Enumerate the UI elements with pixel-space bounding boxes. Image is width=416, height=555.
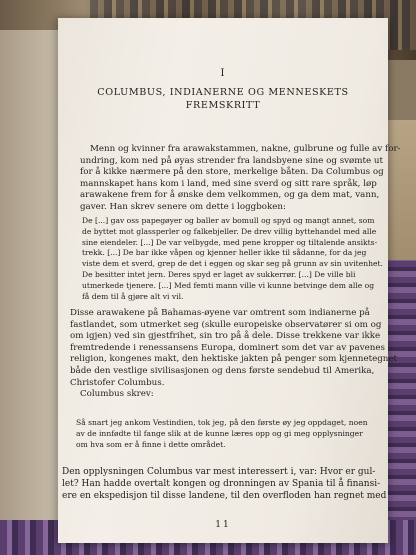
- chapter-title: [88, 86, 358, 112]
- text-line: undring, kom ned på øyas strender fra landsbyene sine og svømte ut: [80, 155, 384, 166]
- paragraph-3: [62, 466, 387, 503]
- quote-line: viste dem et sverd, grep de det i eggen og skar seg på grunn av sin uvitenhet.: [82, 259, 383, 269]
- chapter-title-line: FREMSKRITT: [185, 100, 261, 111]
- page-number: 11: [215, 520, 231, 530]
- text-line: let? Han hadde overtalt kongen og dronningen av Spania til å finansi-: [62, 479, 381, 490]
- text-line: både den vestlige sivilisasjonen og dens første sendebud til Amerika,: [70, 365, 375, 376]
- text-line: arawakene frem for å ønske dem velkommen, og ga dem mat, vann,: [80, 190, 380, 201]
- quote-line: få dem til å gjøre alt vi vil.: [82, 291, 184, 301]
- text-line: gaver. Han skrev senere om dette i loggboken:: [80, 201, 286, 212]
- quote-line: de byttet mot glassperler og falkebjeller. De drev villig byttehandel med alle: [82, 226, 377, 236]
- quote-line: De besitter intet jern. Deres spyd er laget av sukkerrør. [...] De ville bli: [82, 269, 356, 279]
- columbus-wrote: Columbus skrev:: [80, 389, 154, 400]
- paragraph-1: [80, 144, 401, 214]
- paragraph-2: [70, 308, 398, 401]
- chapter-number: I: [220, 68, 226, 79]
- quote-line: om hva som er å finne i dette området.: [76, 439, 226, 449]
- chapter-title-line: COLUMBUS, INDIANERNE OG MENNESKETS: [97, 87, 349, 98]
- quote-line: sine eiendeler. [...] De var velbygde, med pene kropper og tiltalende ansikts-: [82, 237, 378, 247]
- text-line: Den opplysningen Columbus var mest interessert i, var: Hvor er gul-: [62, 467, 376, 477]
- quote-line: De [...] gav oss papegøyer og baller av bomull og spyd og mangt annet, som: [82, 216, 375, 225]
- text-line: Disse arawakene på Bahamas-øyene var omtrent som indianerne på: [70, 308, 370, 318]
- quote-1: [82, 216, 383, 302]
- quote-line: Så snart jeg ankom Vestindien, tok jeg, på den første øy jeg oppdaget, noen: [76, 418, 368, 427]
- text-line: om igjen) ved sin gjestfrihet, sin tro på å dele. Disse trekkene var ikke: [70, 331, 381, 342]
- quote-line: av de innfødte til fange slik at de kunne læres opp og gi meg opplysninger: [76, 428, 363, 438]
- text-line: fremtredende i renessansens Europa, dominert som det var av pavenes: [70, 342, 385, 353]
- text-line: fastlandet, som utmerket seg (skulle europeiske observatører si om og: [70, 319, 382, 330]
- text-line: mannskapet hans kom i land, med sine sverd og sitt rare språk, løp: [80, 178, 377, 189]
- text-line: ere en ekspedisjon til disse landene, til den overfloden han regnet med: [62, 491, 387, 502]
- quote-line: trekk. [...] De bar ikke våpen og kjenner heller ikke til sådanne, for da jeg: [82, 248, 367, 258]
- text-line: religion, kongenes makt, den hektiske jakten på penger som kjennetegnet: [70, 354, 398, 365]
- text-line: Christofer Columbus.: [70, 377, 165, 388]
- quote-line: utmerkede tjenere. [...] Med femti mann ville vi kunne betvinge dem alle og: [82, 280, 375, 290]
- text-line: for å kikke nærmere på den store, merkelige båten. Da Columbus og: [80, 167, 384, 178]
- text-line: Menn og kvinner fra arawakstammen, nakne, gulbrune og fulle av for-: [90, 144, 401, 154]
- quote-2: [76, 418, 372, 450]
- book-page: [58, 18, 401, 543]
